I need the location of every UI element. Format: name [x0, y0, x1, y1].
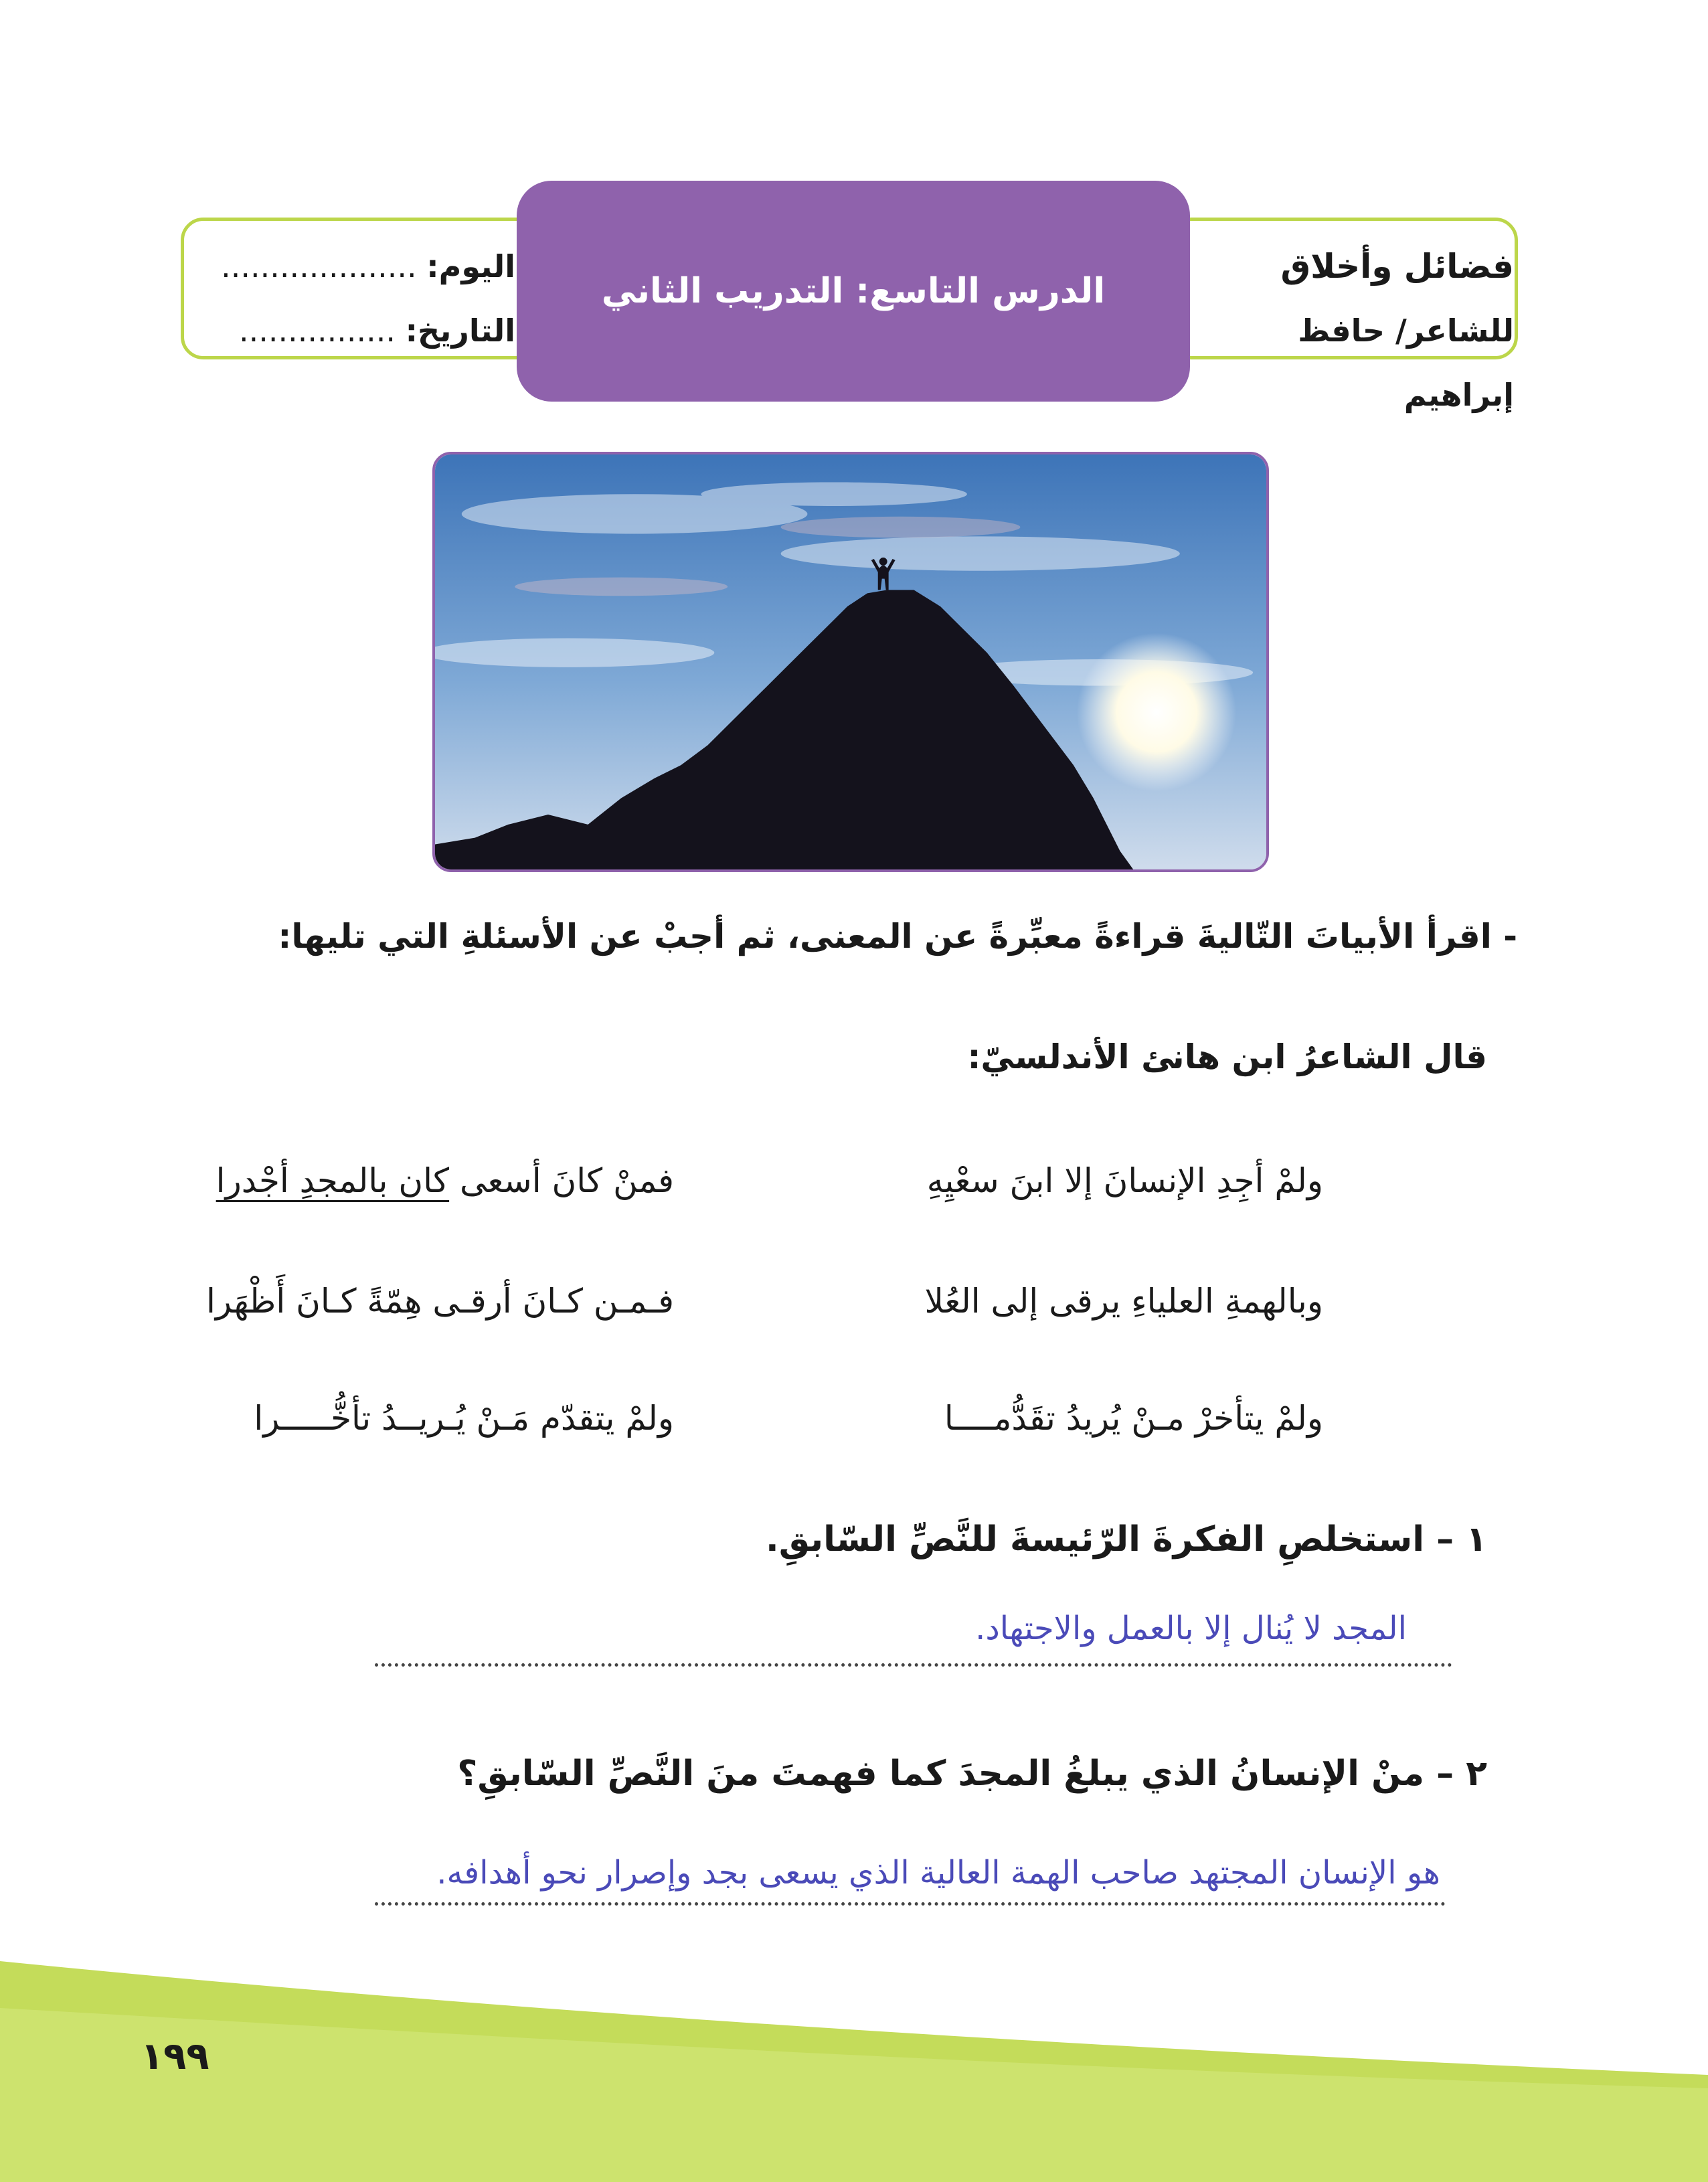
- sun: [1077, 633, 1236, 792]
- date-row: [221, 299, 515, 363]
- verse-1-sadr: ولمْ أجِدِ الإنسانَ إلا ابنَ سعْيِهِ: [926, 1161, 1323, 1200]
- verse-1-ajz-underlined: كان بالمجدِ أجْدرا: [216, 1161, 450, 1200]
- verse-1-ajz-plain: فمنْ كانَ أسعى: [449, 1161, 674, 1200]
- subject-title: فضائل وأخلاق: [1280, 247, 1514, 286]
- subject-block: [1193, 234, 1514, 427]
- mountain-photo: [432, 452, 1269, 872]
- date-block: [221, 234, 515, 363]
- day-label: اليوم:: [426, 248, 515, 284]
- verse-3-ajz: ولمْ يتقدّم مَـنْ يُـريــدُ تأخُّـــــرا: [254, 1399, 674, 1438]
- day-field[interactable]: ....................: [221, 248, 417, 284]
- answer-1-dotted-line: [375, 1663, 1452, 1667]
- mountain-summit-image: [435, 454, 1266, 869]
- poet-credit: للشاعر/ حافظ إبراهيم: [1298, 313, 1514, 413]
- question-1: ١ – استخلصِ الفكرةَ الرّئيسةَ للنَّصِّ السّابقِ.: [765, 1519, 1487, 1560]
- date-field[interactable]: ................: [239, 313, 396, 349]
- instruction-text: - اقرأ الأبياتَ التّاليةَ قراءةً معبِّرةً عن المعنى، ثم أجبْ عن الأسئلةِ التي تليها:: [278, 917, 1517, 956]
- answer-2[interactable]: هو الإنسان المجتهد صاحب الهمة العالية الذي يسعى بجد وإصرار نحو أهدافه.: [436, 1854, 1440, 1892]
- verse-1-ajz: [139, 1161, 674, 1200]
- answer-1[interactable]: المجد لا يُنال إلا بالعمل والاجتهاد.: [975, 1610, 1407, 1647]
- question-2: ٢ – منْ الإنسانُ الذي يبلغُ المجدَ كما فهمتَ منَ النَّصِّ السّابقِ؟: [457, 1754, 1487, 1794]
- lesson-title: الدرس التاسع: التدريب الثاني: [601, 271, 1106, 311]
- date-label: التاريخ:: [405, 313, 515, 349]
- bottom-green-wave: [0, 1961, 1708, 2182]
- day-row: [221, 234, 515, 299]
- verse-2-ajz: فـمـن كـانَ أرقـى هِمّةً كـانَ أَظْهَرا: [206, 1282, 674, 1321]
- verse-3-sadr: ولمْ يتأخرْ مـنْ يُريدُ تقَدُّمــــا: [944, 1399, 1323, 1438]
- answer-2-dotted-line: [375, 1902, 1446, 1906]
- poet-intro: قال الشاعرُ ابن هانئ الأندلسيّ:: [967, 1037, 1487, 1076]
- verse-2-sadr: وبالهمةِ العلياءِ يرقى إلى العُلا: [924, 1282, 1323, 1321]
- lesson-title-tab: [517, 181, 1190, 402]
- page-number: ١٩٩: [141, 2035, 209, 2078]
